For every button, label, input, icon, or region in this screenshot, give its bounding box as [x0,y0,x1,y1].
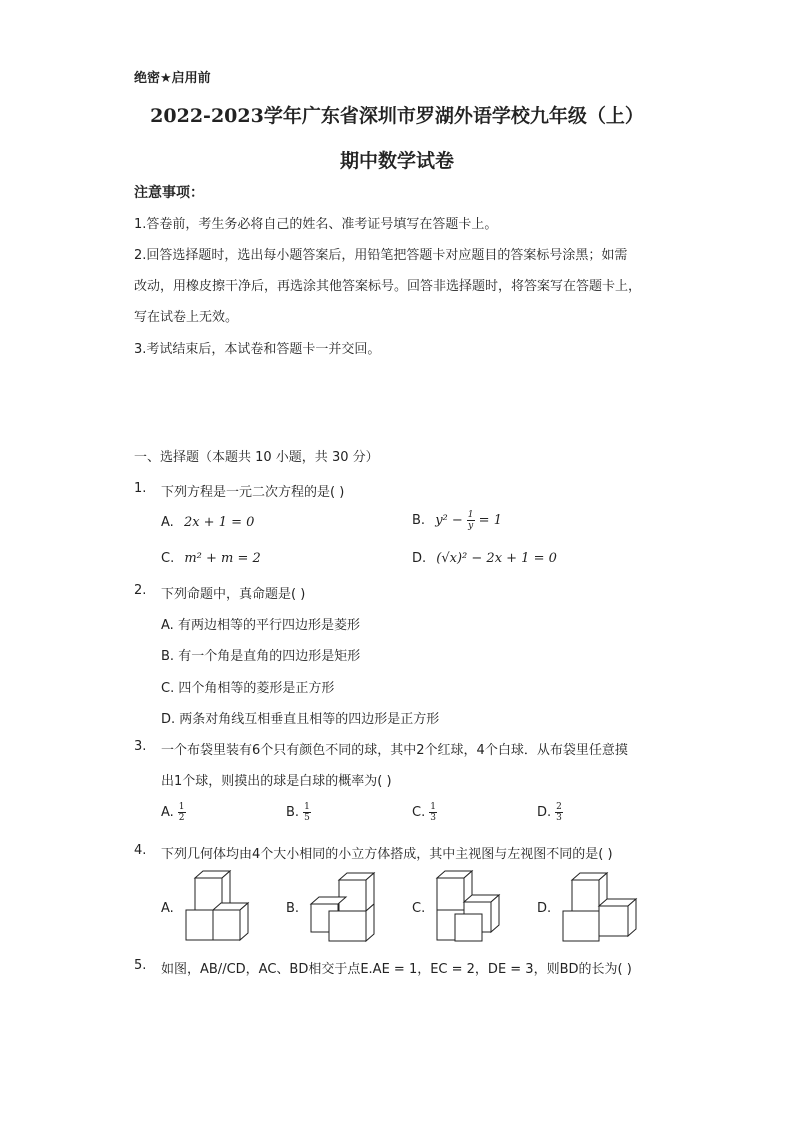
fraction-denominator: 3 [556,813,562,823]
exam-title-line1: 2022-2023学年广东省深圳市罗湖外语学校九年级（上） [150,105,644,127]
fraction-denominator: 3 [430,813,436,823]
fraction-numerator: 2 [556,802,562,812]
question-text: 下列方程是一元二次方程的是( ) [161,485,345,500]
option-expression-pre: y² − [435,513,463,528]
fraction [178,802,186,823]
option-label: B. [286,805,300,820]
question-text: 下列几何体均由4个大小相同的小立方体搭成，其中主视图与左视图不同的是( ) [161,847,613,862]
fraction-numerator: 1 [467,510,474,520]
section-title: 一、选择题（本题共 10 小题，共 30 分） [134,450,379,465]
option-a [161,614,360,633]
question-text-line1: 一个布袋里装有6个只有颜色不同的球，其中2个红球，4个白球．从布袋里任意摸 [161,743,628,758]
notice-item: 改动，用橡皮擦干净后，再选涂其他答案标号。回答非选择题时，将答案写在答题卡上， [134,279,642,294]
option-label: A. [161,618,174,633]
question-text: 如图，AB//CD，AC、BD相交于点E.AE = 1，EC = 2，DE = 3，则BD的长为( ) [161,962,632,977]
option-label: D. [537,805,552,820]
option-label: D. [161,712,176,727]
option-c [161,551,261,566]
question-number: 4. [134,843,147,858]
fraction [555,802,563,823]
option-d [412,551,557,566]
option-expression: (√x)² − 2x + 1 = 0 [436,551,557,566]
question-number: 5. [134,958,147,973]
cube-figure-b [308,872,380,946]
notice-item: 2.回答选择题时，选出每小题答案后，用铅笔把答题卡对应题目的答案标号涂黑；如需 [134,248,628,263]
option-label: B. [161,649,175,664]
question-text-line2: 出1个球，则摸出的球是白球的概率为( ) [161,774,392,789]
option-a [161,802,186,823]
question-number: 1. [134,481,147,496]
fraction-numerator: 1 [304,802,310,812]
option-label: C. [412,901,426,916]
option-expression-post: = 1 [478,513,502,528]
option-label: B. [286,901,300,916]
option-expression: 2x + 1 = 0 [183,515,255,530]
fraction [467,510,475,531]
option-label: A. [161,515,174,530]
option-text: 四个角相等的菱形是正方形 [178,681,335,696]
notice-item: 1.答卷前，考生务必将自己的姓名、准考证号填写在答题卡上。 [134,217,498,232]
option-label: D. [537,901,552,916]
confidential-label: 绝密★启用前 [134,71,211,86]
option-b [161,645,360,664]
fraction [303,802,311,823]
option-label: D. [412,551,427,566]
option-c [161,677,334,696]
option-label: C. [412,805,426,820]
option-label: C. [161,551,175,566]
option-d [161,708,439,727]
exam-title-line2: 期中数学试卷 [339,150,454,172]
notice-item: 3.考试结束后，本试卷和答题卡一并交回。 [134,342,381,357]
option-d [537,802,563,823]
question-number: 3. [134,739,147,754]
option-a [161,515,254,530]
option-text: 有两边相等的平行四边形是菱形 [177,618,360,633]
option-b [412,510,502,531]
option-label: A. [161,805,174,820]
notice-heading: 注意事项： [134,185,204,201]
fraction-denominator: y [468,521,474,531]
question-number: 2. [134,583,147,598]
cube-figure-d [560,872,640,946]
fraction [429,802,437,823]
option-label: C. [161,681,175,696]
fraction-denominator: 2 [178,813,185,823]
cube-figure-c [434,870,504,946]
option-text: 两条对角线互相垂直且相等的四边形是正方形 [179,712,440,727]
cube-figure-a [183,870,253,946]
option-b [286,802,311,823]
fraction-denominator: 5 [304,813,310,823]
option-expression: m² + m = 2 [184,551,261,566]
option-text: 有一个角是直角的四边形是矩形 [178,649,361,664]
fraction-numerator: 1 [430,802,436,812]
notice-item: 写在试卷上无效。 [134,310,239,325]
option-c [412,802,437,823]
question-text: 下列命题中，真命题是( ) [161,587,306,602]
option-label: A. [161,901,174,916]
fraction-numerator: 1 [178,802,185,812]
option-label: B. [412,513,426,528]
